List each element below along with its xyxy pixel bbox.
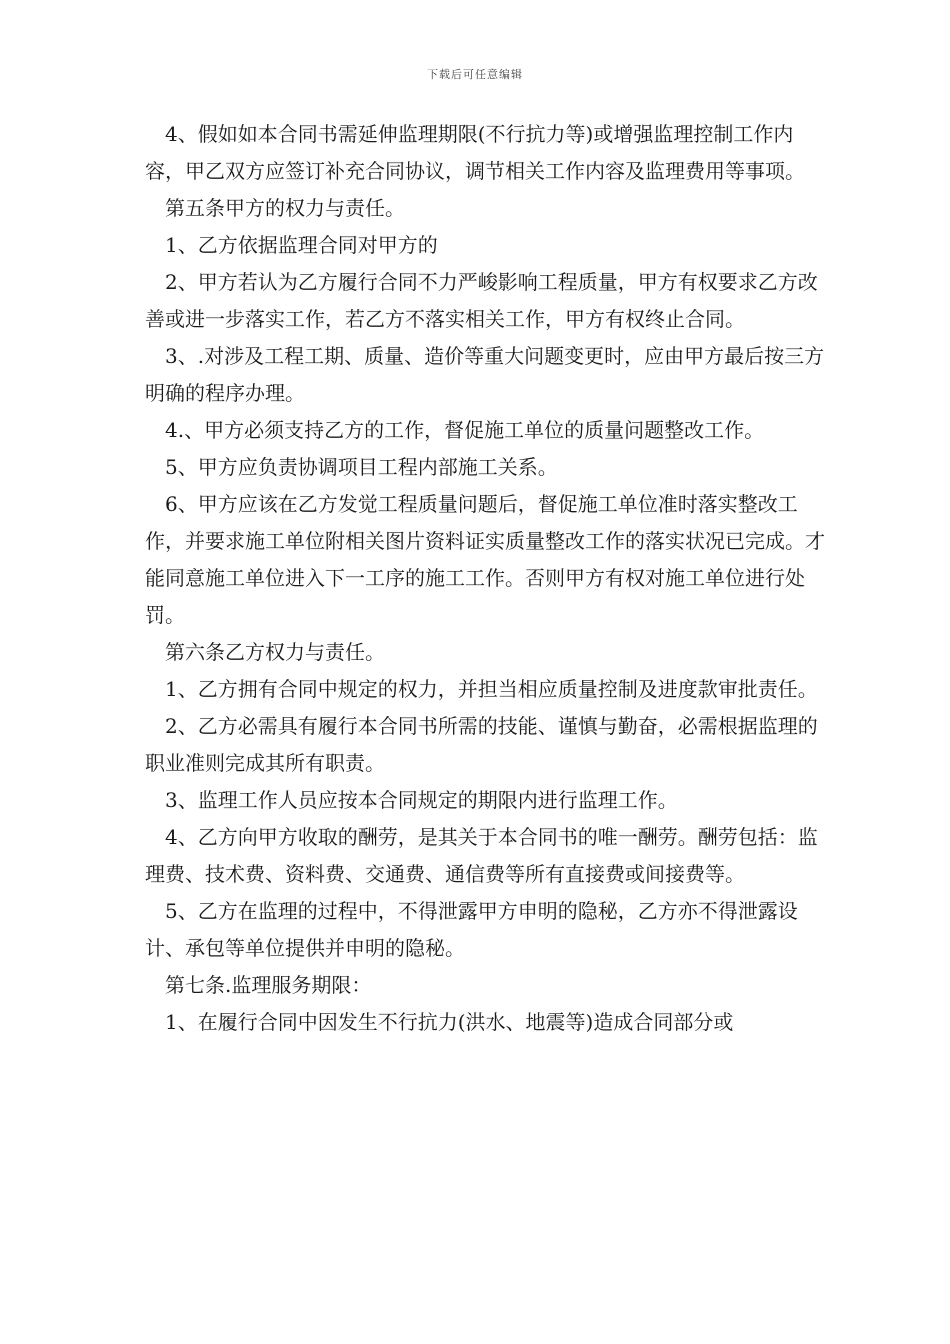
- paragraph-art5-item-3: 3、.对涉及工程工期、质量、造价等重大问题变更时，应由甲方最后按三方明确的程序办理。: [145, 344, 825, 405]
- paragraph-art6-item-5: 5、乙方在监理的过程中，不得泄露甲方申明的隐秘，乙方亦不得泄露设计、承包等单位提供并申明的隐秘。: [145, 899, 798, 960]
- paragraph-art6-item-4: 4、乙方向甲方收取的酬劳，是其关于本合同书的唯一酬劳。酬劳包括：监理费、技术费、资料费、交通费、通信费等所有直接费或间接费等。: [145, 825, 818, 886]
- paragraph-clause-4-extension: 4、假如如本合同书需延伸监理期限(不行抗力等)或增强监理控制工作内容，甲乙双方应签订补充合同协议，调节相关工作内容及监理费用等事项。: [145, 122, 805, 183]
- heading-article-7: 第七条.监理服务期限：: [165, 973, 372, 997]
- paragraph-art6-item-1: 1、乙方拥有合同中规定的权力，并担当相应质量控制及进度款审批责任。: [165, 677, 818, 701]
- heading-article-6: 第六条乙方权力与责任。: [165, 640, 385, 664]
- document-body: [145, 116, 825, 1041]
- paragraph-art6-item-2: 2、乙方必需具有履行本合同书所需的技能、谨慎与勤奋，必需根据监理的职业准则完成其所有职责。: [145, 714, 818, 775]
- paragraph-art5-item-1: 1、乙方依据监理合同对甲方的: [165, 233, 438, 257]
- paragraph-art6-item-3: 3、监理工作人员应按本合同规定的期限内进行监理工作。: [165, 788, 678, 812]
- paragraph-art5-item-6: 6、甲方应该在乙方发觉工程质量问题后，督促施工单位准时落实整改工作，并要求施工单位附相关图片资料证实质量整改工作的落实状况已完成。才能同意施工单位进入下一工序的施工工作。否则甲方有权对施工单位进行处罚。: [145, 492, 825, 627]
- heading-article-5: 第五条甲方的权力与责任。: [165, 196, 405, 220]
- paragraph-art5-item-2: 2、甲方若认为乙方履行合同不力严峻影响工程质量，甲方有权要求乙方改善或进一步落实工作，若乙方不落实相关工作，甲方有权终止合同。: [145, 270, 818, 331]
- paragraph-art5-item-5: 5、甲方应负责协调项目工程内部施工关系。: [165, 455, 558, 479]
- paragraph-art5-item-4: 4.、甲方必须支持乙方的工作，督促施工单位的质量问题整改工作。: [165, 418, 765, 442]
- paragraph-art7-item-1: 1、在履行合同中因发生不行抗力(洪水、地震等)造成合同部分或: [165, 1010, 734, 1034]
- page-header: 下载后可任意编辑: [427, 68, 523, 81]
